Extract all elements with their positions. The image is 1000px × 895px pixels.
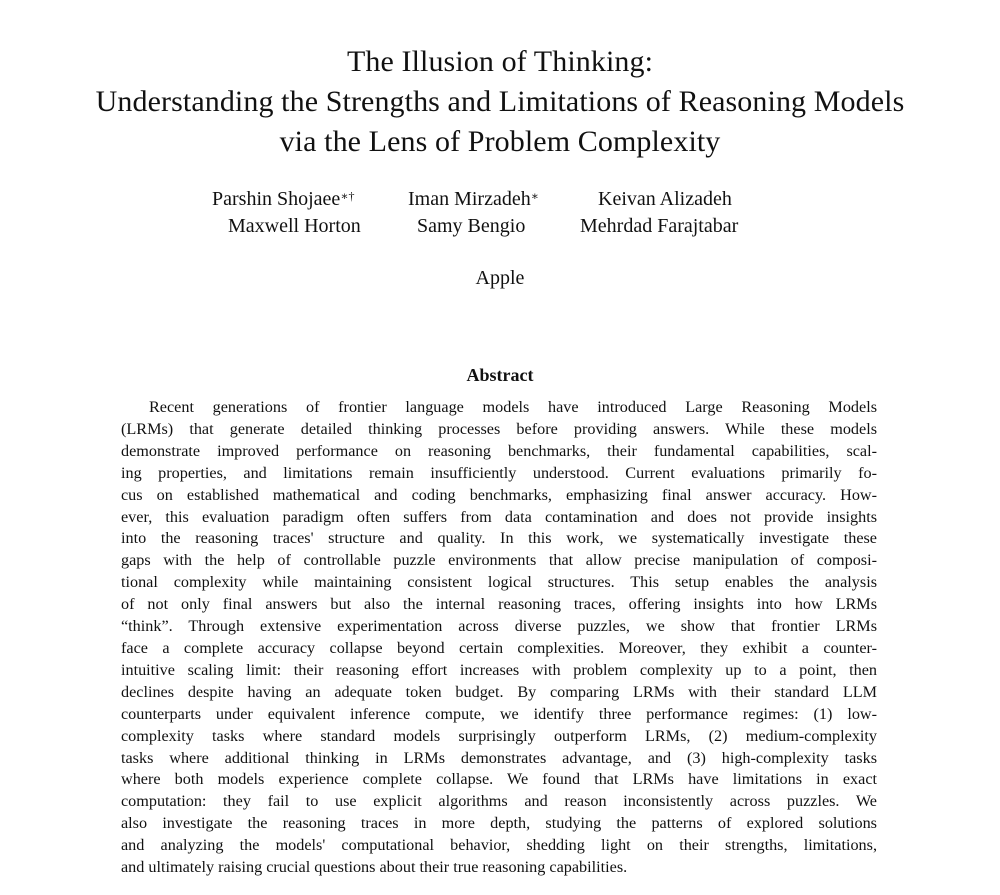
paper-title — [0, 42, 1000, 162]
author — [598, 186, 732, 213]
abstract-line: where both models experience complete collapse. We found that LRMs have limitations in exact — [121, 770, 877, 789]
abstract-line: Recent generations of frontier language models have introduced Large Reasoning Models — [149, 398, 877, 416]
abstract-line: declines despite having an adequate token budget. By comparing LRMs with their standard LLM — [121, 682, 877, 701]
author-name: Keivan Alizadeh — [598, 188, 732, 210]
abstract-line: tional complexity while maintaining consistent logical structures. This setup enables the analysis — [121, 573, 877, 592]
author-name: Samy Bengio — [417, 215, 526, 237]
author-name: Parshin Shojaee — [212, 188, 341, 210]
author-name: Mehrdad Farajtabar — [580, 215, 739, 237]
author — [228, 213, 361, 240]
abstract-line: (LRMs) that generate detailed thinking processes before providing answers. While these models — [121, 419, 877, 438]
abstract-line: ing properties, and limitations remain insufficiently understood. Current evaluations primarily fo- — [121, 463, 877, 482]
abstract-line: tasks where additional thinking in LRMs demonstrates advantage, and (3) high-complexity tasks — [121, 748, 877, 767]
abstract-line: ever, this evaluation paradigm often suffers from data contamination and does not provide insights — [121, 507, 877, 526]
author — [417, 213, 525, 240]
abstract-heading: Abstract — [466, 365, 534, 385]
title-line-3: via the Lens of Problem Complexity — [279, 125, 721, 158]
abstract-line: demonstrate improved performance on reasoning benchmarks, their fundamental capabilities, scal- — [121, 441, 877, 460]
abstract-line: counterparts under equivalent inference compute, we identify three performance regimes: (1) low- — [121, 704, 877, 723]
abstract-line: computation: they fail to use explicit algorithms and reason inconsistently across puzzles. We — [121, 792, 877, 811]
author-footnote-mark: ∗† — [340, 189, 355, 203]
author-name: Maxwell Horton — [228, 215, 361, 237]
abstract-line: and analyzing the models' computational behavior, shedding light on their strengths, limitations, — [121, 836, 877, 855]
abstract-line: of not only final answers but also the internal reasoning traces, offering insights into how LRMs — [121, 595, 877, 614]
abstract-line: into the reasoning traces' structure and quality. In this work, we systematically investigate these — [121, 529, 877, 548]
title-line-2: Understanding the Strengths and Limitations of Reasoning Models — [95, 85, 905, 118]
author — [580, 213, 738, 240]
author — [212, 186, 354, 213]
affiliation: Apple — [475, 267, 525, 289]
abstract-line: and ultimately raising crucial questions about their true reasoning capabilities. — [121, 858, 628, 877]
abstract-line: face a complete accuracy collapse beyond certain complexities. Moreover, they exhibit a counter- — [121, 638, 877, 657]
author — [408, 186, 539, 213]
abstract-line: complexity tasks where standard models surprisingly outperform LRMs, (2) medium-complexity — [121, 726, 877, 745]
abstract-line: “think”. Through extensive experimentation across diverse puzzles, we show that frontier LRMs — [121, 617, 877, 636]
abstract-line: gaps with the help of controllable puzzle environments that allow precise manipulation of composi- — [121, 551, 877, 570]
abstract-body — [121, 397, 877, 879]
author-footnote-mark: ∗ — [530, 189, 539, 203]
title-line-1: The Illusion of Thinking: — [346, 45, 654, 78]
abstract-line: cus on established mathematical and coding benchmarks, emphasizing final answer accuracy. How- — [121, 485, 877, 504]
abstract-line: intuitive scaling limit: their reasoning effort increases with problem complexity up to a point, then — [121, 660, 877, 679]
abstract-line: also investigate the reasoning traces in more depth, studying the patterns of explored solutions — [121, 814, 877, 833]
author-name: Iman Mirzadeh — [408, 188, 531, 210]
